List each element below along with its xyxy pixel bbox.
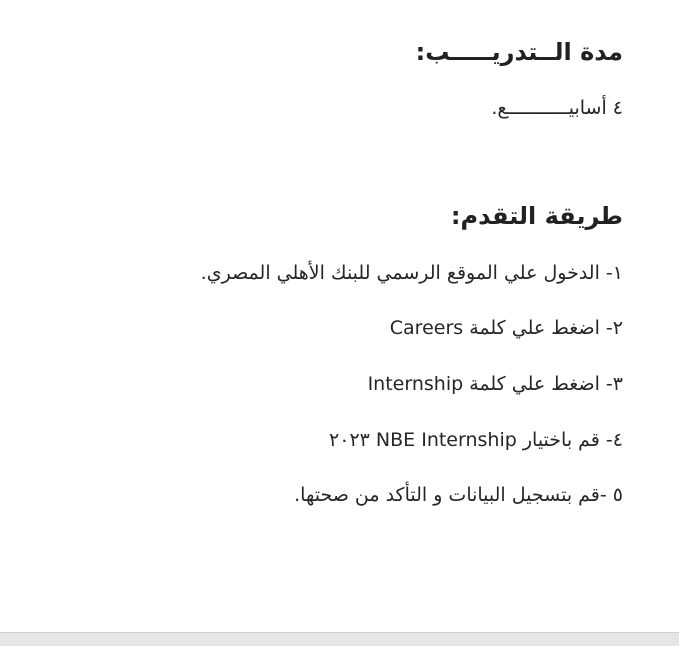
apply-step-2: ٢- اضغط علي كلمة Careers	[389, 317, 623, 339]
apply-step-5: ٥ -قم بتسجيل البيانات و التأكد من صحتها.	[294, 484, 623, 506]
apply-step-1: ١- الدخول علي الموقع الرسمي للبنك الأهلي المصري.	[200, 262, 623, 284]
duration-heading: مدة الــتدريـــــب:	[415, 38, 623, 66]
apply-step-4: ٤- قم باختيار NBE Internship ٢٠٢٣	[329, 429, 623, 451]
bottom-divider	[0, 632, 679, 646]
apply-step-3: ٣- اضغط علي كلمة Internship	[367, 373, 623, 395]
duration-value: ٤ أسابيـــــــــــع.	[491, 97, 623, 119]
apply-method-heading: طريقة التقدم:	[450, 202, 623, 230]
